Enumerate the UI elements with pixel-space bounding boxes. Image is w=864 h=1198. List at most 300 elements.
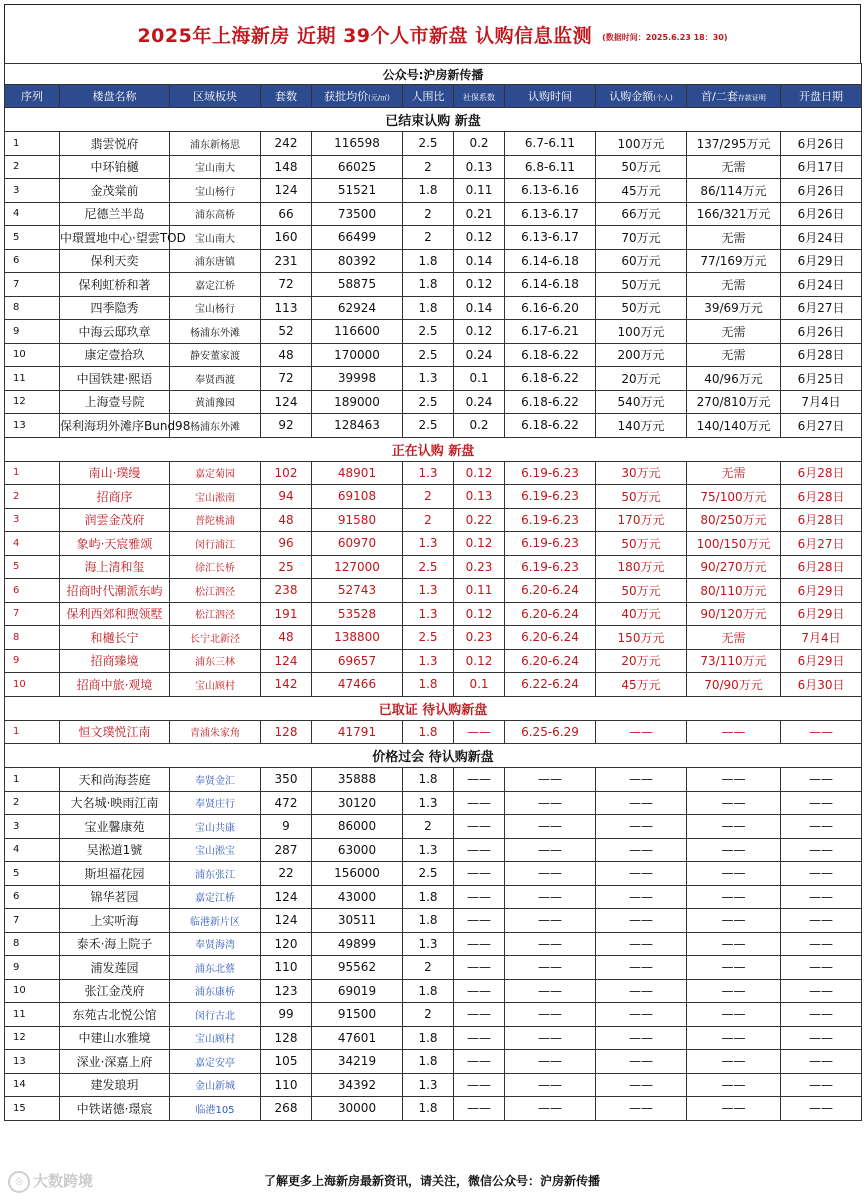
subscription-amount: —— bbox=[596, 815, 687, 839]
section-header bbox=[5, 744, 862, 768]
table-row bbox=[5, 885, 862, 909]
opening-date: 6月27日 bbox=[781, 296, 862, 320]
project-name: 泰禾·海上院子 bbox=[60, 932, 170, 956]
district: 青浦朱家角 bbox=[170, 720, 261, 744]
district: 奉贤金汇 bbox=[170, 768, 261, 792]
ratio: 1.8 bbox=[403, 720, 454, 744]
district: 嘉定安亭 bbox=[170, 1050, 261, 1074]
subscription-amount: —— bbox=[596, 720, 687, 744]
deposit-proof: 166/321万元 bbox=[687, 202, 781, 226]
subscription-amount: —— bbox=[596, 768, 687, 792]
social-coef: —— bbox=[454, 932, 505, 956]
avg-price: 48901 bbox=[312, 461, 403, 485]
avg-price: 30000 bbox=[312, 1097, 403, 1121]
subscription-amount: —— bbox=[596, 862, 687, 886]
project-name: 上实听海 bbox=[60, 909, 170, 933]
opening-date: —— bbox=[781, 815, 862, 839]
district: 浦东北蔡 bbox=[170, 956, 261, 980]
district: 浦东新杨思 bbox=[170, 132, 261, 156]
ratio: 2.5 bbox=[403, 343, 454, 367]
project-name: 南山·璞缦 bbox=[60, 461, 170, 485]
subscription-period: —— bbox=[505, 1026, 596, 1050]
avg-price: 51521 bbox=[312, 179, 403, 203]
col-sub-time: 认购时间 bbox=[505, 85, 596, 108]
subscription-period: 6.13-6.17 bbox=[505, 202, 596, 226]
district: 宝山共康 bbox=[170, 815, 261, 839]
table-row bbox=[5, 1050, 862, 1074]
district: 嘉定江桥 bbox=[170, 273, 261, 297]
subscription-period: 6.20-6.24 bbox=[505, 626, 596, 650]
district: 嘉定菊园 bbox=[170, 461, 261, 485]
deposit-proof: —— bbox=[687, 956, 781, 980]
opening-date: 6月29日 bbox=[781, 579, 862, 603]
report-container bbox=[4, 4, 861, 1121]
social-coef: 0.12 bbox=[454, 461, 505, 485]
col-ratio: 人围比 bbox=[403, 85, 454, 108]
deposit-proof: 77/169万元 bbox=[687, 249, 781, 273]
social-coef: 0.13 bbox=[454, 155, 505, 179]
ratio: 1.8 bbox=[403, 1050, 454, 1074]
row-index: 15 bbox=[5, 1097, 60, 1121]
opening-date: —— bbox=[781, 768, 862, 792]
opening-date: —— bbox=[781, 979, 862, 1003]
avg-price: 49899 bbox=[312, 932, 403, 956]
unit-count: 110 bbox=[261, 956, 312, 980]
table-row bbox=[5, 768, 862, 792]
subscription-period: 6.13-6.17 bbox=[505, 226, 596, 250]
district: 奉贤西渡 bbox=[170, 367, 261, 391]
subscription-period: —— bbox=[505, 932, 596, 956]
district: 临港新片区 bbox=[170, 909, 261, 933]
opening-date: —— bbox=[781, 838, 862, 862]
social-coef: —— bbox=[454, 979, 505, 1003]
opening-date: 6月27日 bbox=[781, 532, 862, 556]
row-index: 1 bbox=[5, 768, 60, 792]
opening-date: 6月28日 bbox=[781, 485, 862, 509]
row-index: 13 bbox=[5, 414, 60, 438]
project-name: 翡雲悦府 bbox=[60, 132, 170, 156]
table-row bbox=[5, 579, 862, 603]
unit-count: 124 bbox=[261, 390, 312, 414]
avg-price: 127000 bbox=[312, 555, 403, 579]
subscription-amount: 100万元 bbox=[596, 320, 687, 344]
table-row bbox=[5, 555, 862, 579]
table-row bbox=[5, 249, 862, 273]
table-row bbox=[5, 390, 862, 414]
district: 长宁北新泾 bbox=[170, 626, 261, 650]
subscription-amount: —— bbox=[596, 1073, 687, 1097]
table-row bbox=[5, 508, 862, 532]
project-name: 浦发莲园 bbox=[60, 956, 170, 980]
subscription-period: 6.18-6.22 bbox=[505, 390, 596, 414]
social-coef: —— bbox=[454, 909, 505, 933]
subscription-period: 6.20-6.24 bbox=[505, 602, 596, 626]
avg-price: 34392 bbox=[312, 1073, 403, 1097]
unit-count: 124 bbox=[261, 649, 312, 673]
ratio: 1.3 bbox=[403, 838, 454, 862]
social-coef: 0.13 bbox=[454, 485, 505, 509]
report-title-bar bbox=[4, 4, 861, 63]
avg-price: 69657 bbox=[312, 649, 403, 673]
opening-date: 6月26日 bbox=[781, 132, 862, 156]
avg-price: 34219 bbox=[312, 1050, 403, 1074]
col-price: 获批均价(元/㎡) bbox=[312, 85, 403, 108]
deposit-proof: —— bbox=[687, 1050, 781, 1074]
data-time: (数据时间：2025.6.23 18：30) bbox=[602, 32, 728, 42]
project-name: 天和尚海荟庭 bbox=[60, 768, 170, 792]
table-row bbox=[5, 626, 862, 650]
subscription-period: —— bbox=[505, 1003, 596, 1027]
subscription-amount: 20万元 bbox=[596, 649, 687, 673]
subscription-amount: —— bbox=[596, 791, 687, 815]
opening-date: 7月4日 bbox=[781, 390, 862, 414]
subscription-amount: 50万元 bbox=[596, 579, 687, 603]
table-row bbox=[5, 343, 862, 367]
subscription-amount: —— bbox=[596, 979, 687, 1003]
social-coef: 0.14 bbox=[454, 249, 505, 273]
social-coef: —— bbox=[454, 862, 505, 886]
ratio: 2 bbox=[403, 226, 454, 250]
district: 嘉定江桥 bbox=[170, 885, 261, 909]
subscription-amount: —— bbox=[596, 932, 687, 956]
social-coef: 0.2 bbox=[454, 414, 505, 438]
unit-count: 191 bbox=[261, 602, 312, 626]
project-name: 深业·深嘉上府 bbox=[60, 1050, 170, 1074]
deposit-proof: 无需 bbox=[687, 226, 781, 250]
avg-price: 53528 bbox=[312, 602, 403, 626]
ratio: 1.8 bbox=[403, 768, 454, 792]
avg-price: 60970 bbox=[312, 532, 403, 556]
table-row bbox=[5, 1026, 862, 1050]
table-row bbox=[5, 909, 862, 933]
unit-count: 350 bbox=[261, 768, 312, 792]
social-coef: 0.24 bbox=[454, 390, 505, 414]
report-title: 2025年上海新房 近期 39个人市新盘 认购信息监测 bbox=[137, 24, 593, 47]
ratio: 2.5 bbox=[403, 862, 454, 886]
row-index: 14 bbox=[5, 1073, 60, 1097]
subscription-period: 6.25-6.29 bbox=[505, 720, 596, 744]
account-line: 公众号:沪房新传播 bbox=[5, 64, 862, 85]
unit-count: 105 bbox=[261, 1050, 312, 1074]
opening-date: 6月26日 bbox=[781, 202, 862, 226]
project-name: 康定壹拾玖 bbox=[60, 343, 170, 367]
subscription-amount: 170万元 bbox=[596, 508, 687, 532]
subscription-amount: 100万元 bbox=[596, 132, 687, 156]
ratio: 2 bbox=[403, 1003, 454, 1027]
avg-price: 41791 bbox=[312, 720, 403, 744]
project-name: 招商序 bbox=[60, 485, 170, 509]
table-row bbox=[5, 155, 862, 179]
row-index: 10 bbox=[5, 343, 60, 367]
opening-date: 6月24日 bbox=[781, 226, 862, 250]
project-name: 中铁诺德·璟宸 bbox=[60, 1097, 170, 1121]
ratio: 2 bbox=[403, 508, 454, 532]
unit-count: 120 bbox=[261, 932, 312, 956]
opening-date: —— bbox=[781, 956, 862, 980]
row-index: 10 bbox=[5, 979, 60, 1003]
opening-date: 6月28日 bbox=[781, 555, 862, 579]
unit-count: 96 bbox=[261, 532, 312, 556]
deposit-proof: 90/270万元 bbox=[687, 555, 781, 579]
subscription-period: 6.19-6.23 bbox=[505, 485, 596, 509]
opening-date: 6月29日 bbox=[781, 249, 862, 273]
row-index: 7 bbox=[5, 273, 60, 297]
table-row bbox=[5, 179, 862, 203]
table-row bbox=[5, 1003, 862, 1027]
subscription-period: 6.20-6.24 bbox=[505, 649, 596, 673]
opening-date: —— bbox=[781, 1026, 862, 1050]
social-coef: 0.21 bbox=[454, 202, 505, 226]
table-row bbox=[5, 815, 862, 839]
district: 杨浦东外滩 bbox=[170, 414, 261, 438]
ratio: 1.3 bbox=[403, 367, 454, 391]
ratio: 1.3 bbox=[403, 532, 454, 556]
opening-date: 6月28日 bbox=[781, 343, 862, 367]
social-coef: —— bbox=[454, 838, 505, 862]
row-index: 9 bbox=[5, 320, 60, 344]
subscription-period: —— bbox=[505, 791, 596, 815]
avg-price: 63000 bbox=[312, 838, 403, 862]
avg-price: 47601 bbox=[312, 1026, 403, 1050]
unit-count: 99 bbox=[261, 1003, 312, 1027]
project-name: 中環置地中心·望雲TOD bbox=[60, 226, 170, 250]
section-title: 已结束认购 新盘 bbox=[5, 108, 862, 132]
section-header bbox=[5, 437, 862, 461]
row-index: 4 bbox=[5, 532, 60, 556]
social-coef: —— bbox=[454, 720, 505, 744]
project-name: 保利海玥外滩序Bund98 bbox=[60, 414, 170, 438]
deposit-proof: 73/110万元 bbox=[687, 649, 781, 673]
project-name: 金茂棠前 bbox=[60, 179, 170, 203]
subscription-period: 6.8-6.11 bbox=[505, 155, 596, 179]
table-row bbox=[5, 791, 862, 815]
subscription-period: 6.20-6.24 bbox=[505, 579, 596, 603]
row-index: 10 bbox=[5, 673, 60, 697]
deposit-proof: 无需 bbox=[687, 626, 781, 650]
deposit-proof: —— bbox=[687, 1097, 781, 1121]
unit-count: 123 bbox=[261, 979, 312, 1003]
social-coef: 0.23 bbox=[454, 555, 505, 579]
table-row bbox=[5, 649, 862, 673]
subscription-amount: —— bbox=[596, 909, 687, 933]
subscription-period: 6.19-6.23 bbox=[505, 532, 596, 556]
social-coef: 0.12 bbox=[454, 320, 505, 344]
ratio: 1.8 bbox=[403, 249, 454, 273]
subscription-period: 6.18-6.22 bbox=[505, 367, 596, 391]
opening-date: 6月26日 bbox=[781, 320, 862, 344]
deposit-proof: —— bbox=[687, 1073, 781, 1097]
section-header bbox=[5, 696, 862, 720]
unit-count: 128 bbox=[261, 1026, 312, 1050]
project-name: 中建山水雅境 bbox=[60, 1026, 170, 1050]
ratio: 1.8 bbox=[403, 273, 454, 297]
row-index: 4 bbox=[5, 838, 60, 862]
col-amount: 认购金额(个人) bbox=[596, 85, 687, 108]
subscription-amount: 60万元 bbox=[596, 249, 687, 273]
opening-date: 6月29日 bbox=[781, 602, 862, 626]
avg-price: 91580 bbox=[312, 508, 403, 532]
deposit-proof: 137/295万元 bbox=[687, 132, 781, 156]
deposit-proof: 无需 bbox=[687, 273, 781, 297]
deposit-proof: 140/140万元 bbox=[687, 414, 781, 438]
unit-count: 25 bbox=[261, 555, 312, 579]
row-index: 11 bbox=[5, 367, 60, 391]
district: 宝山顾村 bbox=[170, 673, 261, 697]
ratio: 1.8 bbox=[403, 1026, 454, 1050]
ratio: 2 bbox=[403, 155, 454, 179]
district: 浦东唐镇 bbox=[170, 249, 261, 273]
social-coef: 0.1 bbox=[454, 367, 505, 391]
table-row bbox=[5, 367, 862, 391]
subscription-period: —— bbox=[505, 838, 596, 862]
unit-count: 102 bbox=[261, 461, 312, 485]
opening-date: 6月30日 bbox=[781, 673, 862, 697]
deposit-proof: 75/100万元 bbox=[687, 485, 781, 509]
deposit-proof: —— bbox=[687, 838, 781, 862]
district: 徐汇长桥 bbox=[170, 555, 261, 579]
social-coef: —— bbox=[454, 1026, 505, 1050]
unit-count: 72 bbox=[261, 367, 312, 391]
col-units: 套数 bbox=[261, 85, 312, 108]
project-name: 宝业馨康苑 bbox=[60, 815, 170, 839]
avg-price: 62924 bbox=[312, 296, 403, 320]
table-row bbox=[5, 862, 862, 886]
avg-price: 66499 bbox=[312, 226, 403, 250]
table-row bbox=[5, 838, 862, 862]
unit-count: 22 bbox=[261, 862, 312, 886]
subscription-period: 6.19-6.23 bbox=[505, 555, 596, 579]
row-index: 3 bbox=[5, 508, 60, 532]
deposit-proof: —— bbox=[687, 768, 781, 792]
avg-price: 91500 bbox=[312, 1003, 403, 1027]
district: 奉贤海湾 bbox=[170, 932, 261, 956]
unit-count: 128 bbox=[261, 720, 312, 744]
ratio: 2 bbox=[403, 485, 454, 509]
social-coef: —— bbox=[454, 1097, 505, 1121]
avg-price: 47466 bbox=[312, 673, 403, 697]
district: 临港105 bbox=[170, 1097, 261, 1121]
table-row bbox=[5, 1097, 862, 1121]
avg-price: 138800 bbox=[312, 626, 403, 650]
section-header bbox=[5, 108, 862, 132]
table-row bbox=[5, 956, 862, 980]
ratio: 2.5 bbox=[403, 626, 454, 650]
subscription-amount: 180万元 bbox=[596, 555, 687, 579]
project-name: 象屿·天宸雅颂 bbox=[60, 532, 170, 556]
row-index: 1 bbox=[5, 720, 60, 744]
social-coef: 0.12 bbox=[454, 532, 505, 556]
subscription-period: 6.17-6.21 bbox=[505, 320, 596, 344]
row-index: 1 bbox=[5, 132, 60, 156]
row-index: 8 bbox=[5, 296, 60, 320]
social-coef: 0.12 bbox=[454, 649, 505, 673]
project-name: 建发琅玥 bbox=[60, 1073, 170, 1097]
social-coef: —— bbox=[454, 956, 505, 980]
avg-price: 128463 bbox=[312, 414, 403, 438]
district: 闵行古北 bbox=[170, 1003, 261, 1027]
opening-date: —— bbox=[781, 1097, 862, 1121]
project-name: 四季隐秀 bbox=[60, 296, 170, 320]
ratio: 2 bbox=[403, 815, 454, 839]
subscription-amount: 50万元 bbox=[596, 273, 687, 297]
ratio: 1.3 bbox=[403, 579, 454, 603]
ratio: 1.3 bbox=[403, 1073, 454, 1097]
project-name: 斯坦福花园 bbox=[60, 862, 170, 886]
project-name: 恒文璞悦江南 bbox=[60, 720, 170, 744]
subscription-amount: —— bbox=[596, 1050, 687, 1074]
district: 浦东高桥 bbox=[170, 202, 261, 226]
opening-date: —— bbox=[781, 932, 862, 956]
row-index: 4 bbox=[5, 202, 60, 226]
footer-note: 了解更多上海新房最新资讯，请关注，微信公众号：沪房新传播 bbox=[263, 1174, 600, 1188]
social-coef: —— bbox=[454, 1073, 505, 1097]
subscription-period: 6.18-6.22 bbox=[505, 414, 596, 438]
ratio: 2 bbox=[403, 202, 454, 226]
row-index: 7 bbox=[5, 602, 60, 626]
table-row bbox=[5, 461, 862, 485]
unit-count: 242 bbox=[261, 132, 312, 156]
avg-price: 39998 bbox=[312, 367, 403, 391]
social-coef: —— bbox=[454, 791, 505, 815]
column-header-row bbox=[5, 85, 862, 108]
col-name: 楼盘名称 bbox=[60, 85, 170, 108]
project-name: 张江金茂府 bbox=[60, 979, 170, 1003]
subscription-amount: 50万元 bbox=[596, 296, 687, 320]
project-name: 保利虹桥和著 bbox=[60, 273, 170, 297]
opening-date: 6月29日 bbox=[781, 649, 862, 673]
project-name: 润雲金茂府 bbox=[60, 508, 170, 532]
deposit-proof: 270/810万元 bbox=[687, 390, 781, 414]
row-index: 3 bbox=[5, 179, 60, 203]
row-index: 7 bbox=[5, 909, 60, 933]
avg-price: 52743 bbox=[312, 579, 403, 603]
subscription-period: 6.22-6.24 bbox=[505, 673, 596, 697]
subscription-amount: 66万元 bbox=[596, 202, 687, 226]
avg-price: 156000 bbox=[312, 862, 403, 886]
section-title: 已取证 待认购新盘 bbox=[5, 696, 862, 720]
row-index: 5 bbox=[5, 862, 60, 886]
avg-price: 43000 bbox=[312, 885, 403, 909]
row-index: 8 bbox=[5, 932, 60, 956]
deposit-proof: —— bbox=[687, 720, 781, 744]
project-name: 尼德兰半岛 bbox=[60, 202, 170, 226]
district: 宝山南大 bbox=[170, 226, 261, 250]
project-name: 招商中旅·观境 bbox=[60, 673, 170, 697]
deposit-proof: 86/114万元 bbox=[687, 179, 781, 203]
subscription-amount: —— bbox=[596, 838, 687, 862]
district: 松江泗泾 bbox=[170, 602, 261, 626]
district: 宝山淞南 bbox=[170, 485, 261, 509]
row-index: 5 bbox=[5, 226, 60, 250]
project-name: 东苑古北悦公馆 bbox=[60, 1003, 170, 1027]
social-coef: 0.12 bbox=[454, 226, 505, 250]
subscription-amount: 200万元 bbox=[596, 343, 687, 367]
ratio: 1.8 bbox=[403, 885, 454, 909]
district: 宝山杨行 bbox=[170, 296, 261, 320]
social-coef: —— bbox=[454, 1003, 505, 1027]
avg-price: 58875 bbox=[312, 273, 403, 297]
table-row bbox=[5, 532, 862, 556]
table-row bbox=[5, 720, 862, 744]
opening-date: 6月28日 bbox=[781, 508, 862, 532]
row-index: 9 bbox=[5, 649, 60, 673]
social-coef: 0.11 bbox=[454, 179, 505, 203]
ratio: 2.5 bbox=[403, 555, 454, 579]
district: 闵行浦江 bbox=[170, 532, 261, 556]
social-coef: 0.12 bbox=[454, 273, 505, 297]
avg-price: 95562 bbox=[312, 956, 403, 980]
deposit-proof: 70/90万元 bbox=[687, 673, 781, 697]
